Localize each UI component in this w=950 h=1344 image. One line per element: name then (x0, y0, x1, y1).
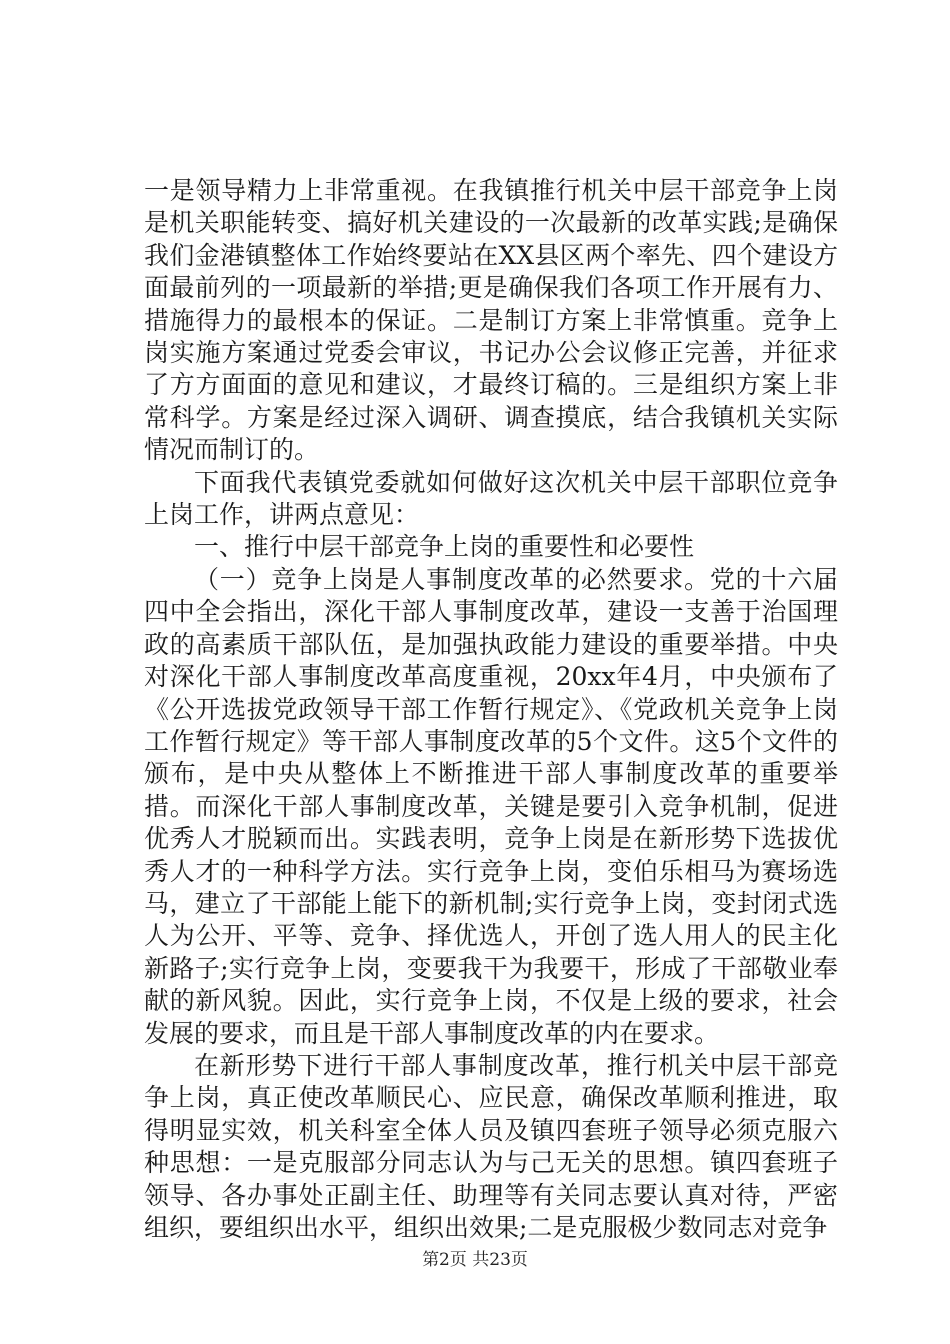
paragraph-six-mindsets: 在新形势下进行干部人事制度改革，推行机关中层干部竞争上岗，真正使改革顺民心、应民意，确保改革顺利推进，取得明显实效，机关科室全体人员及镇四套班子领导必须克服六种思想：一是克服部分同志认为与己无关的思想。镇四套班子领导、各办事处正副主任、助理等有关同志要认真对待，严密组织，要组织出水平，组织出效果;二是克服极少数同志对竞争 (144, 1050, 838, 1242)
page-number-footer: 第2页 共23页 (422, 1250, 528, 1270)
document-body (144, 175, 838, 1244)
paragraph-two-points-intro: 下面我代表镇党委就如何做好这次机关中层干部职位竞争上岗工作，讲两点意见： (144, 467, 838, 530)
paragraph-leadership-importance: 一是领导精力上非常重视。在我镇推行机关中层干部竞争上岗是机关职能转变、搞好机关建设的一次最新的改革实践;是确保我们金港镇整体工作始终要站在XX县区两个率先、四个建设方面最前列的一项最新的举措;更是确保我们各项工作开展有力、措施得力的最根本的保证。二是制订方案上非常慎重。竞争上岗实施方案通过党委会审议，书记办公会议修正完善，并征求了方方面面的意见和建议，才最终订稿的。三是组织方案上非常科学。方案是经过深入调研、调查摸底，结合我镇机关实际情况而制订的。 (144, 176, 838, 465)
section-heading-importance: 一、推行中层干部竞争上岗的重要性和必要性 (194, 532, 695, 562)
paragraph-reform-requirement: （一）竞争上岗是人事制度改革的必然要求。党的十六届四中全会指出，深化干部人事制度改革，建设一支善于治国理政的高素质干部队伍，是加强执政能力建设的重要举措。中央对深化干部人事制度改革高度重视，20xx年4月，中央颁布了《公开选拔党政领导干部工作暂行规定》、《党政机关竞争上岗工作暂行规定》等干部人事制度改革的5个文件。这5个文件的颁布，是中央从整体上不断推进干部人事制度改革的重要举措。而深化干部人事制度改革，关键是要引入竞争机制，促进优秀人才脱颖而出。实践表明，竞争上岗是在新形势下选拔优秀人才的一种科学方法。实行竞争上岗，变伯乐相马为赛场选马，建立了干部能上能下的新机制;实行竞争上岗，变封闭式选人为公开、平等、竞争、择优选人，开创了选人用人的民主化新路子;实行竞争上岗，变要我干为我要干，形成了干部敬业奉献的新风貌。因此，实行竞争上岗，不仅是上级的要求，社会发展的要求，而且是干部人事制度改革的内在要求。 (144, 564, 838, 1048)
